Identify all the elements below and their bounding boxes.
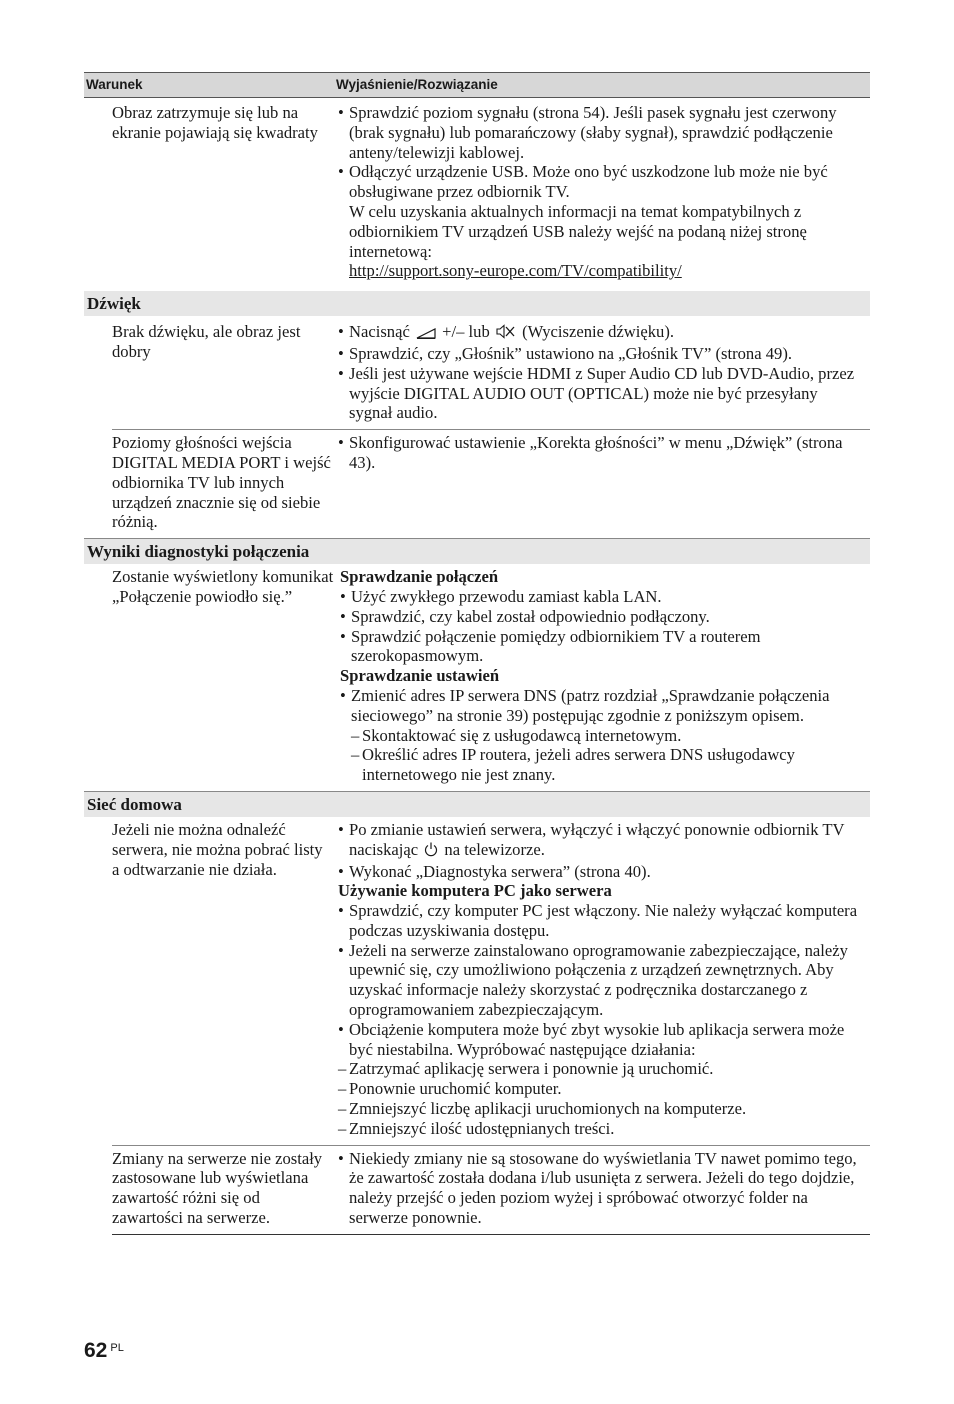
solution-subheading: Używanie komputera PC jako serwera (338, 881, 612, 901)
solution-bullet (338, 820, 864, 862)
header-solution: Wyjaśnienie/Rozwiązanie (336, 77, 498, 92)
solution-bullet: • Jeżeli na serwerze zainstalowano oprogramowanie zabezpieczające, należy upewnić się, czy umożliwiono połączenia z urządzeń zewnętrznych. Aby uzyskać informacje należy skorzystać z podręcznika dostarczanego z oprogramowaniem zabezpieczającym. (338, 941, 864, 1020)
solution-bullet (338, 162, 864, 281)
table-row (112, 429, 870, 538)
page-footer (84, 1339, 124, 1363)
volume-icon (416, 324, 436, 344)
solution-text: W celu uzyskania aktualnych informacji na temat kompatybilnych z odbiornikiem TV urządzeń USB należy wejść na podaną niżej stronę internetową: (349, 201, 807, 261)
solution-cell (338, 820, 870, 1139)
solution-bullet: • Obciążenie komputera może być zbyt wysokie lub aplikacja serwera może być niestabilna. Wypróbować następujące działania: (338, 1020, 864, 1060)
table-row (112, 316, 870, 429)
solution-text: • Odłączyć urządzenie USB. Może ono być uszkodzone lub może nie być obsługiwane przez odbiornik TV. (349, 162, 828, 202)
mute-icon (496, 324, 516, 344)
solution-bullet: • Sprawdzić, czy komputer PC jest włączony. Nie należy wyłączać komputera podczas uzyskiwania dostępu. (338, 901, 864, 941)
solution-dash: – Skontaktować się z usługodawcą internetowym. (340, 726, 864, 746)
solution-cell (338, 567, 870, 785)
solution-subheading: Sprawdzanie połączeń (340, 567, 499, 587)
section-connection-diagnostics: Wyniki diagnostyki połączenia (84, 538, 870, 564)
section-home-network: Sieć domowa (84, 791, 870, 817)
solution-bullet: • Wykonać „Diagnostyka serwera” (strona 40). (338, 862, 864, 882)
solution-bullet: • Sprawdzić połączenie pomiędzy odbiornikiem TV a routerem szerokopasmowym. (340, 627, 864, 667)
solution-dash: – Zmniejszyć ilość udostępnianych treści. (338, 1119, 864, 1139)
troubleshooting-table (84, 72, 870, 1235)
solution-dash: – Zatrzymać aplikację serwera i ponownie ją uruchomić. (338, 1059, 864, 1079)
page-number: 62 (84, 1339, 108, 1362)
table-row (112, 100, 870, 287)
table-row (112, 1145, 870, 1235)
solution-bullet: • Zmienić adres IP serwera DNS (patrz rozdział „Sprawdzanie połączenia sieciowego” na stronie 39) postępując zgodnie z poniższym opisem. (340, 686, 864, 726)
solution-dash: – Zmniejszyć liczbę aplikacji uruchomionych na komputerze. (338, 1099, 864, 1119)
solution-text: (Wyciszenie dźwięku). (522, 322, 675, 342)
power-icon (424, 842, 438, 862)
table-row (112, 564, 870, 791)
condition-text: Zmiany na serwerze nie zostały zastosowane lub wyświetlana zawartość różni się od zawartości na serwerze. (112, 1148, 323, 1228)
condition-text: Poziomy głośności wejścia DIGITAL MEDIA PORT i wejść odbiornika TV lub innych urządzeń znacznie się od siebie różnią. (112, 433, 331, 532)
solution-text: Po zmianie ustawień serwera, wyłączyć i włączyć ponownie odbiornik TV naciskając (349, 819, 845, 859)
condition-text: Jeżeli nie można odnaleźć serwera, nie można pobrać listy a odtwarzanie nie działa. (112, 819, 323, 879)
solution-bullet (338, 322, 864, 344)
table-row (112, 817, 870, 1145)
solution-subheading: Sprawdzanie ustawień (340, 666, 500, 686)
solution-cell (338, 103, 870, 281)
language-code: PL (110, 1342, 124, 1354)
solution-bullet: • Sprawdzić, czy kabel został odpowiednio podłączony. (340, 607, 864, 627)
solution-bullet: • Jeśli jest używane wejście HDMI z Super Audio CD lub DVD-Audio, przez wyjście DIGITAL AUDIO OUT (OPTICAL) może nie być przesyłany sygnał audio. (338, 364, 864, 423)
solution-bullet: • Użyć zwykłego przewodu zamiast kabla LAN. (340, 587, 864, 607)
table-header (84, 72, 870, 98)
solution-bullet: • Skonfigurować ustawienie „Korekta głośności” w menu „Dźwięk” (strona 43). (338, 433, 864, 473)
condition-text: Zostanie wyświetlony komunikat „Połączenie powiodło się.” (112, 567, 334, 606)
header-condition: Warunek (86, 77, 143, 92)
solution-bullet: • Niekiedy zmiany nie są stosowane do wyświetlania TV nawet pomimo tego, że zawartość została dodana i/lub usunięta z serwera. Jeżeli do tego dojdzie, należy przejść o jeden poziom wyżej i spróbować otworzyć folder na serwerze ponownie. (338, 1149, 864, 1228)
solution-text: +/– lub (442, 322, 490, 342)
solution-dash: – Określić adres IP routera, jeżeli adres serwera DNS usługodawcy internetowego nie jest znany. (340, 745, 864, 785)
solution-cell (338, 433, 870, 532)
solution-cell (338, 1149, 870, 1228)
condition-text: Obraz zatrzymuje się lub na ekranie pojawiają się kwadraty (112, 103, 318, 142)
solution-dash: – Ponownie uruchomić komputer. (338, 1079, 864, 1099)
compatibility-link[interactable]: http://support.sony-europe.com/TV/compatibility/ (349, 261, 682, 281)
condition-text: Brak dźwięku, ale obraz jest dobry (112, 322, 301, 361)
solution-bullet: • Sprawdzić poziom sygnału (strona 54). Jeśli pasek sygnału jest czerwony (brak sygnału) lub pomarańczowy (słaby sygnał), sprawdzić podłączenie anteny/telewizji kablowej. (338, 103, 864, 162)
solution-cell (338, 322, 870, 423)
solution-text: Nacisnąć (349, 322, 410, 342)
solution-text: na telewizorze. (444, 839, 545, 859)
solution-bullet: • Sprawdzić, czy „Głośnik” ustawiono na „Głośnik TV” (strona 49). (338, 344, 864, 364)
section-sound: Dźwięk (84, 291, 870, 316)
